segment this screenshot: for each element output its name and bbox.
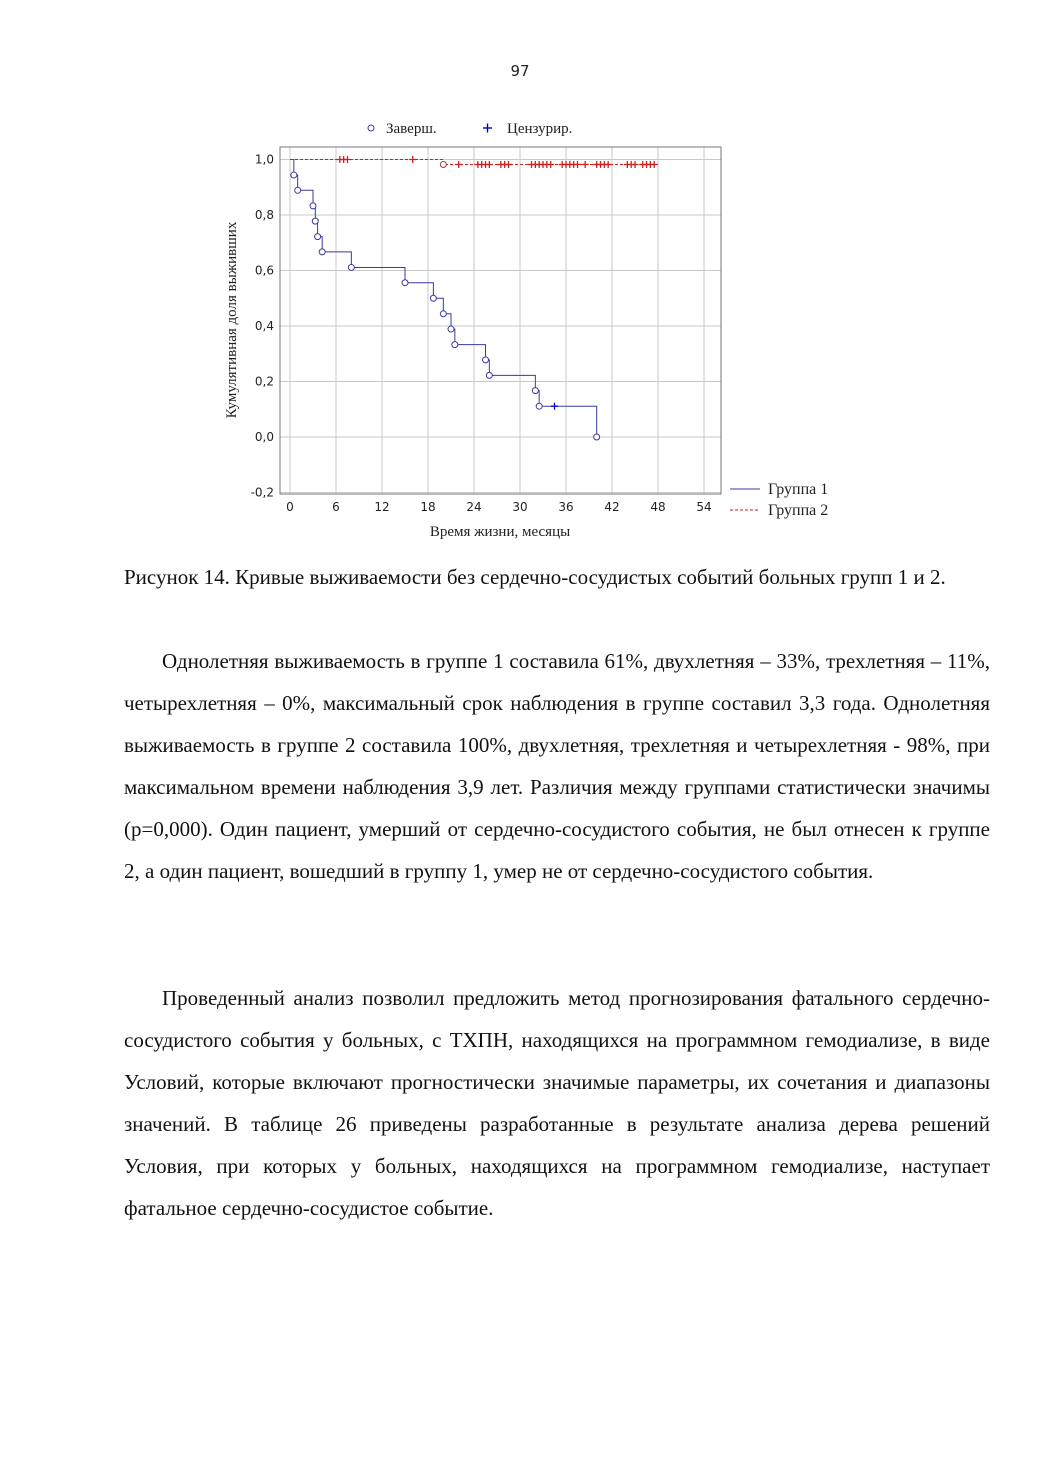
event-marker: [440, 161, 446, 167]
event-marker: [315, 234, 321, 240]
survival-chart: [0, 0, 1040, 560]
y-tick-label: 0,0: [254, 430, 274, 444]
paragraph-2: Проведенный анализ позволил предложить метод прогнозирования фатального сердечно-сосудистого события у больных, с ТХПН, находящихся на программном гемодиализе, в виде Условий, которые включают прогностически значимые параметры, их сочетания и диапазоны значений. В таблице 26 приведены разработанные в результате анализа дерева решений Условия, при которых у больных, находящихся на программном гемодиализе, наступает фатальное сердечно-сосудистое событие.: [124, 986, 990, 1220]
legend-completed-marker: [368, 125, 374, 131]
censored-marker: [505, 161, 512, 168]
y-tick-label: -0,2: [250, 485, 274, 500]
event-marker: [440, 311, 446, 317]
event-marker: [594, 434, 600, 440]
event-marker: [312, 218, 318, 224]
censored-marker: [486, 161, 493, 168]
censored-marker: [455, 161, 462, 168]
event-marker: [291, 172, 297, 178]
x-tick-label: 18: [420, 500, 436, 514]
event-marker: [448, 326, 454, 332]
censored-marker: [409, 156, 416, 163]
x-tick-label: 0: [286, 500, 294, 514]
censored-marker: [605, 161, 612, 168]
figure-caption: Рисунок 14. Кривые выживаемости без сердечно-сосудистых событий больных групп 1 и 2.: [124, 565, 946, 589]
legend-group2-label: Группа 2: [768, 502, 829, 519]
y-tick-label: 0,6: [254, 263, 274, 278]
event-marker: [536, 403, 542, 409]
x-tick-label: 36: [558, 500, 574, 514]
legend-censored-label: Цензурир.: [507, 121, 573, 137]
legend-censored-marker: [483, 124, 492, 133]
event-marker: [295, 187, 301, 193]
event-marker: [486, 372, 492, 378]
x-tick-label: 54: [696, 500, 712, 514]
event-marker: [319, 249, 325, 255]
censored-marker: [551, 403, 558, 410]
censored-marker: [547, 161, 554, 168]
event-marker: [310, 203, 316, 209]
x-tick-label: 30: [512, 500, 528, 514]
y-tick-label: 0,2: [254, 374, 274, 389]
event-marker: [402, 280, 408, 286]
page-number: 97: [510, 62, 530, 80]
event-marker: [532, 388, 538, 394]
plot-frame: [280, 147, 721, 494]
x-tick-label: 12: [374, 500, 390, 514]
legend-group1-label: Группа 1: [768, 481, 829, 498]
event-marker: [348, 264, 354, 270]
event-marker: [483, 357, 489, 363]
x-axis-label: Время жизни, месяцы: [429, 524, 571, 540]
y-axis-label: Кумулятивная доля выживших: [224, 221, 240, 419]
event-marker: [430, 295, 436, 301]
censored-marker: [651, 161, 658, 168]
censored-marker: [582, 161, 589, 168]
x-tick-labels: [286, 500, 711, 514]
paragraph-1: Однолетняя выживаемость в группе 1 составила 61%, двухлетняя – 33%, трехлетняя – 11%, четырехлетняя – 0%, максимальный срок наблюдения в группе составил 3,3 года. Однолетняя выживаемость в группе 2 составила 100%, двухлетняя, трехлетняя и четырехлетняя - 98%, при максимальном времени наблюдения 3,9 лет. Различия между группами статистически значимы (p=0,000). Один пациент, умерший от сердечно-сосудистого события, не был отнесен к группе 2, а один пациент, вошедший в группу 1, умер не от сердечно-сосудистого события.: [124, 649, 990, 883]
legend-completed-label: Заверш.: [386, 121, 437, 137]
y-tick-labels: [251, 153, 274, 500]
censored-marker: [632, 161, 639, 168]
y-tick-label: 0,4: [254, 319, 274, 333]
x-tick-label: 24: [466, 500, 482, 514]
y-tick-label: 0,8: [254, 208, 274, 222]
event-marker: [452, 342, 458, 348]
chart-grid: [280, 147, 721, 494]
marker-legend: [368, 121, 572, 137]
line-legend: [730, 481, 828, 519]
censored-marker: [344, 156, 351, 163]
censored-marker: [574, 161, 581, 168]
y-tick-label: 1,0: [254, 152, 274, 167]
x-tick-label: 6: [332, 500, 340, 514]
x-tick-label: 48: [650, 500, 666, 514]
x-tick-label: 42: [604, 500, 620, 514]
